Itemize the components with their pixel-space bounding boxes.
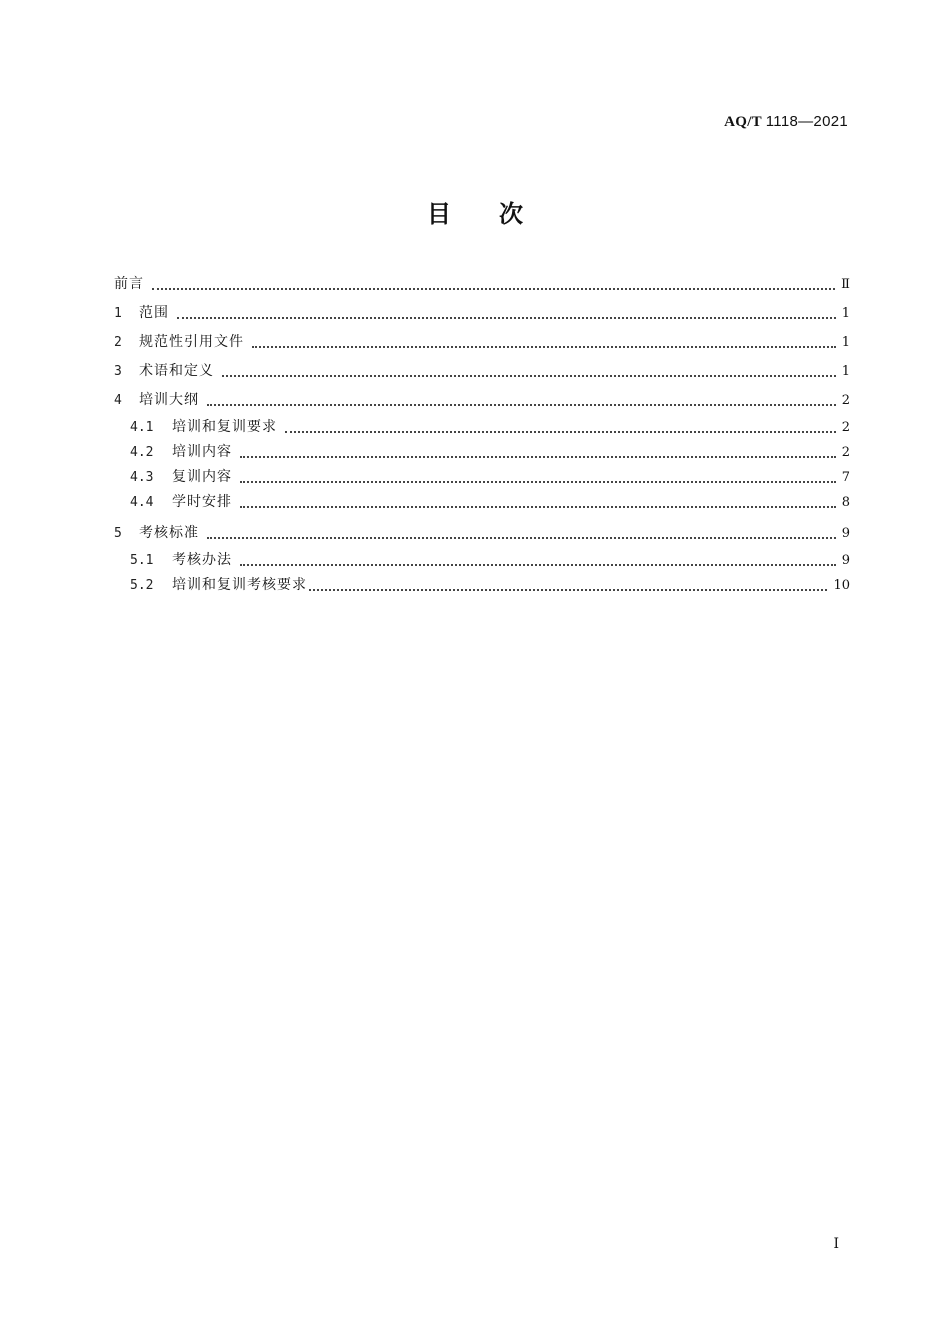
- standard-code: [724, 113, 848, 131]
- toc-entry-number: 4.3: [130, 470, 154, 485]
- toc-entry-number: 4: [114, 393, 122, 408]
- toc-entry-page: 1: [841, 335, 850, 350]
- page-number: Ⅰ: [833, 1237, 839, 1252]
- toc-leader-dots: [240, 480, 836, 483]
- toc-entry-page: 2: [841, 393, 850, 408]
- toc-entry-label: 培训和复训要求: [172, 419, 277, 435]
- toc-leader-dots: [207, 403, 836, 406]
- toc-entry-label: 考核标准: [139, 525, 199, 541]
- toc-entry-label: 培训大纲: [139, 392, 199, 408]
- page-title: 目次: [427, 200, 571, 228]
- toc-entry-4-3[interactable]: [114, 465, 850, 490]
- toc-entry-label: 学时安排: [172, 494, 232, 510]
- standard-number: 1118—2021: [765, 113, 848, 130]
- toc-entry-label: 培训内容: [172, 444, 232, 460]
- toc-leader-dots: [207, 536, 836, 539]
- toc-entry-4-1[interactable]: [114, 415, 850, 440]
- toc-entry-page: 9: [841, 526, 850, 541]
- toc-entry-4-4[interactable]: [114, 490, 850, 515]
- toc-entry-label: 前言: [114, 276, 144, 292]
- toc-entry-number: 4.2: [130, 445, 154, 460]
- toc-entry-label: 考核办法: [172, 552, 232, 568]
- toc-leader-dots: [222, 374, 836, 377]
- toc-entry-page: 7: [841, 470, 850, 485]
- toc-entry-label: 范围: [139, 305, 169, 321]
- toc-entry-3[interactable]: [114, 357, 850, 386]
- toc-entry-2[interactable]: [114, 328, 850, 357]
- toc-entry-5[interactable]: [114, 519, 850, 548]
- toc-entry-label: 术语和定义: [139, 363, 214, 379]
- toc-leader-dots: [240, 505, 836, 508]
- toc-leader-dots: [152, 287, 835, 290]
- toc-entry-number: 5: [114, 526, 122, 541]
- toc-leader-dots: [240, 563, 836, 566]
- toc-entry-page: Ⅱ: [841, 277, 850, 292]
- toc-entry-page: 9: [841, 553, 850, 568]
- toc-entry-5-2[interactable]: [114, 573, 850, 598]
- toc-entry-label: 培训和复训考核要求: [172, 577, 307, 593]
- toc-leader-dots: [252, 345, 836, 348]
- toc-entry-4[interactable]: [114, 386, 850, 415]
- toc-entry-page: 10: [833, 578, 850, 593]
- toc-entry-5-1[interactable]: [114, 548, 850, 573]
- toc-entry-number: 1: [114, 306, 122, 321]
- toc-entry-foreword[interactable]: [114, 270, 850, 299]
- toc-leader-dots: [285, 430, 836, 433]
- toc-leader-dots: [240, 455, 836, 458]
- toc-entry-number: 4.1: [130, 420, 154, 435]
- standard-prefix: AQ/T: [724, 114, 762, 130]
- toc-entry-4-2[interactable]: [114, 440, 850, 465]
- toc-entry-page: 1: [841, 306, 850, 321]
- toc-entry-label: 复训内容: [172, 469, 232, 485]
- toc-leader-dots: [177, 316, 836, 319]
- toc-entry-number: 3: [114, 364, 122, 379]
- toc-entry-number: 5.1: [130, 553, 154, 568]
- toc-entry-page: 2: [841, 420, 850, 435]
- toc-entry-number: 5.2: [130, 578, 154, 593]
- toc-entry-page: 8: [841, 495, 850, 510]
- toc-entry-number: 4.4: [130, 495, 154, 510]
- toc-entry-page: 2: [841, 445, 850, 460]
- toc-leader-dots: [309, 588, 827, 591]
- toc-entry-number: 2: [114, 335, 122, 350]
- toc-entry-page: 1: [841, 364, 850, 379]
- table-of-contents: [114, 270, 850, 598]
- toc-entry-label: 规范性引用文件: [139, 334, 244, 350]
- toc-entry-1[interactable]: [114, 299, 850, 328]
